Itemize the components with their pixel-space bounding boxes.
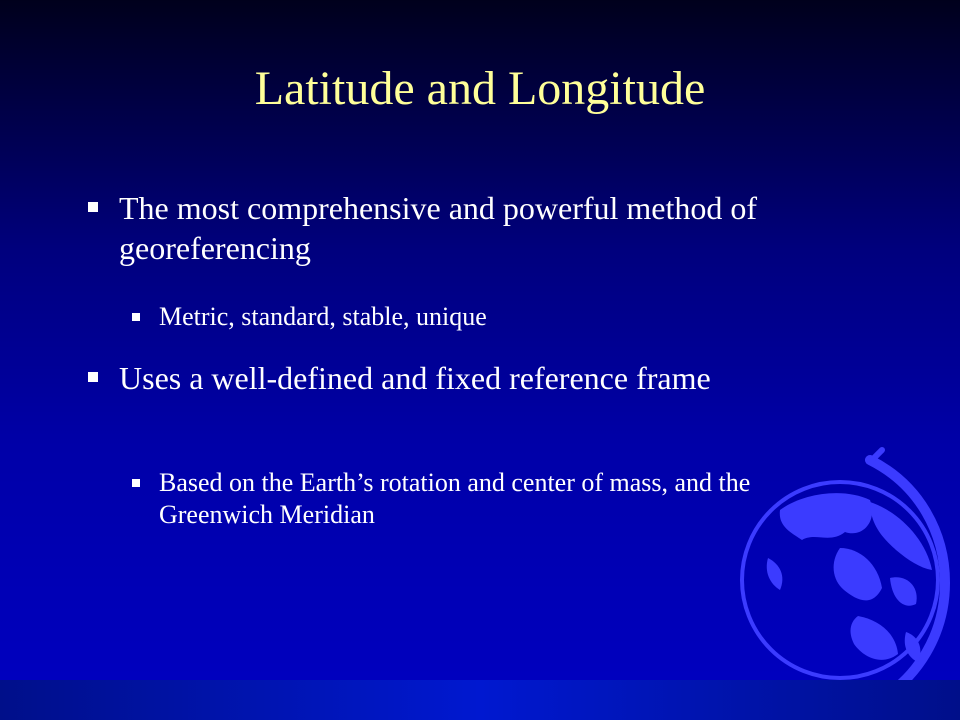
bullet-text: Metric, standard, stable, unique	[159, 302, 487, 331]
bullet-text: The most comprehensive and powerful method of georeferencing	[119, 190, 758, 266]
globe-icon	[720, 440, 960, 720]
square-bullet-icon	[132, 479, 140, 487]
bullet-text: Based on the Earth’s rotation and center of mass, and the Greenwich Meridian	[159, 468, 751, 529]
square-bullet-icon	[88, 202, 98, 212]
bullet-item	[88, 358, 839, 398]
bullet-text: Uses a well-defined and fixed reference frame	[119, 360, 711, 396]
slide-title: Latitude and Longitude	[254, 62, 706, 115]
square-bullet-icon	[132, 313, 140, 321]
sub-bullet-item	[132, 301, 839, 333]
bullet-item	[88, 188, 839, 268]
square-bullet-icon	[88, 372, 98, 382]
bottom-bar	[0, 680, 960, 720]
